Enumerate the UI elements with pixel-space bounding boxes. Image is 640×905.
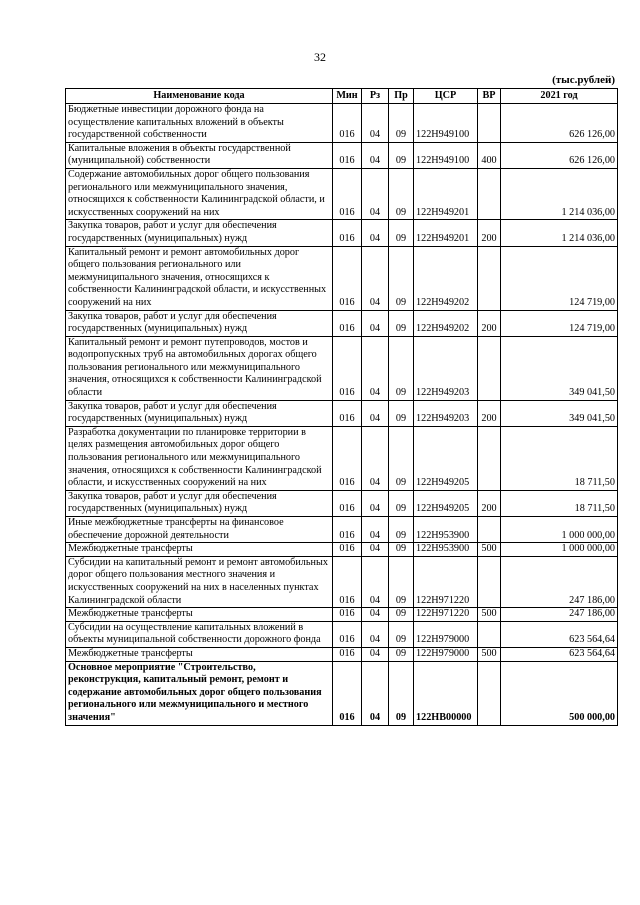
cell-pr: 09: [389, 220, 414, 246]
table-row: [66, 661, 618, 725]
cell-min: 016: [333, 220, 362, 246]
header-year: 2021 год: [501, 89, 618, 104]
cell-amount: 623 564,64: [501, 647, 618, 661]
header-vr: ВР: [478, 89, 501, 104]
cell-pr: 09: [389, 246, 414, 310]
table-row: [66, 621, 618, 647]
cell-vr: 500: [478, 608, 501, 622]
cell-pr: 09: [389, 142, 414, 168]
cell-amount: 247 186,00: [501, 608, 618, 622]
table-row: [66, 517, 618, 543]
table-row: [66, 336, 618, 400]
cell-min: 016: [333, 661, 362, 725]
cell-csr: 122НВ00000: [414, 661, 478, 725]
cell-min: 016: [333, 543, 362, 557]
cell-name: Бюджетные инвестиции дорожного фонда на осуществление капитальных вложений в объекты государственной собственности: [66, 104, 333, 143]
cell-pr: 09: [389, 647, 414, 661]
cell-csr: 122Н949201: [414, 168, 478, 219]
cell-pr: 09: [389, 400, 414, 426]
cell-name: Основное мероприятие "Строительство, реконструкция, капитальный ремонт, ремонт и содержание автомобильных дорог общего пользования регионального или межмуниципального и местного значения": [66, 661, 333, 725]
cell-csr: 122Н971220: [414, 608, 478, 622]
table-row: [66, 400, 618, 426]
cell-min: 016: [333, 426, 362, 490]
budget-table: [65, 88, 618, 726]
cell-name: Закупка товаров, работ и услуг для обеспечения государственных (муниципальных) нужд: [66, 400, 333, 426]
cell-vr: [478, 426, 501, 490]
cell-amount: 18 711,50: [501, 426, 618, 490]
cell-amount: 1 000 000,00: [501, 543, 618, 557]
cell-csr: 122Н953900: [414, 517, 478, 543]
cell-min: 016: [333, 336, 362, 400]
cell-vr: 200: [478, 310, 501, 336]
header-name: Наименование кода: [66, 89, 333, 104]
cell-amount: 626 126,00: [501, 142, 618, 168]
cell-csr: 122Н949202: [414, 246, 478, 310]
cell-pr: 09: [389, 661, 414, 725]
cell-csr: 122Н979000: [414, 621, 478, 647]
cell-name: Субсидии на капитальный ремонт и ремонт автомобильных дорог общего пользования местного значения и искусственных сооружений на них в населенных пунктах Калининградской области: [66, 556, 333, 607]
cell-name: Капитальные вложения в объекты государственной (муниципальной) собственности: [66, 142, 333, 168]
cell-vr: 200: [478, 220, 501, 246]
cell-rz: 04: [362, 426, 389, 490]
cell-vr: 400: [478, 142, 501, 168]
cell-rz: 04: [362, 661, 389, 725]
cell-rz: 04: [362, 647, 389, 661]
cell-name: Капитальный ремонт и ремонт путепроводов, мостов и водопропускных труб на автомобильных дорогах общего пользования регионального или межмуниципального значения, относящихся к собственности Калининградской области: [66, 336, 333, 400]
cell-pr: 09: [389, 556, 414, 607]
table-row: [66, 310, 618, 336]
cell-rz: 04: [362, 543, 389, 557]
cell-rz: 04: [362, 556, 389, 607]
cell-vr: [478, 556, 501, 607]
cell-name: Содержание автомобильных дорог общего пользования регионального или межмуниципального значения, относящихся к собственности Калининградской области, и искусственных сооружений на них: [66, 168, 333, 219]
cell-name: Закупка товаров, работ и услуг для обеспечения государственных (муниципальных) нужд: [66, 220, 333, 246]
table-row: [66, 104, 618, 143]
cell-vr: 500: [478, 543, 501, 557]
cell-rz: 04: [362, 490, 389, 516]
cell-pr: 09: [389, 608, 414, 622]
cell-csr: 122Н949202: [414, 310, 478, 336]
cell-amount: 18 711,50: [501, 490, 618, 516]
table-row: [66, 490, 618, 516]
header-pr: Пр: [389, 89, 414, 104]
cell-amount: 1 214 036,00: [501, 220, 618, 246]
cell-amount: 124 719,00: [501, 246, 618, 310]
cell-csr: 122Н949205: [414, 426, 478, 490]
header-rz: Рз: [362, 89, 389, 104]
cell-pr: 09: [389, 168, 414, 219]
table-row: [66, 543, 618, 557]
cell-name: Межбюджетные трансферты: [66, 647, 333, 661]
cell-csr: 122Н949201: [414, 220, 478, 246]
cell-min: 016: [333, 246, 362, 310]
table-row: [66, 168, 618, 219]
cell-vr: [478, 661, 501, 725]
cell-min: 016: [333, 142, 362, 168]
cell-vr: 200: [478, 490, 501, 516]
cell-vr: [478, 621, 501, 647]
cell-amount: 1 000 000,00: [501, 517, 618, 543]
cell-rz: 04: [362, 142, 389, 168]
cell-vr: [478, 168, 501, 219]
cell-vr: 200: [478, 400, 501, 426]
cell-csr: 122Н949203: [414, 400, 478, 426]
cell-min: 016: [333, 104, 362, 143]
cell-amount: 247 186,00: [501, 556, 618, 607]
cell-rz: 04: [362, 220, 389, 246]
cell-pr: 09: [389, 490, 414, 516]
cell-min: 016: [333, 647, 362, 661]
table-row: [66, 426, 618, 490]
cell-min: 016: [333, 168, 362, 219]
cell-pr: 09: [389, 336, 414, 400]
cell-csr: 122Н953900: [414, 543, 478, 557]
header-min: Мин: [333, 89, 362, 104]
cell-rz: 04: [362, 246, 389, 310]
table-row: [66, 608, 618, 622]
cell-vr: [478, 517, 501, 543]
cell-amount: 349 041,50: [501, 400, 618, 426]
table-header-row: [66, 89, 618, 104]
cell-min: 016: [333, 490, 362, 516]
cell-pr: 09: [389, 104, 414, 143]
table-row: [66, 647, 618, 661]
cell-rz: 04: [362, 310, 389, 336]
cell-csr: 122Н949100: [414, 142, 478, 168]
cell-name: Межбюджетные трансферты: [66, 608, 333, 622]
cell-pr: 09: [389, 517, 414, 543]
cell-rz: 04: [362, 517, 389, 543]
cell-vr: [478, 336, 501, 400]
cell-amount: 626 126,00: [501, 104, 618, 143]
cell-vr: 500: [478, 647, 501, 661]
table-row: [66, 220, 618, 246]
cell-amount: 623 564,64: [501, 621, 618, 647]
table-body: [66, 104, 618, 726]
table-row: [66, 142, 618, 168]
cell-csr: 122Н949205: [414, 490, 478, 516]
header-csr: ЦСР: [414, 89, 478, 104]
cell-name: Закупка товаров, работ и услуг для обеспечения государственных (муниципальных) нужд: [66, 490, 333, 516]
cell-vr: [478, 104, 501, 143]
table-row: [66, 556, 618, 607]
cell-pr: 09: [389, 310, 414, 336]
table-row: [66, 246, 618, 310]
cell-name: Иные межбюджетные трансферты на финансовое обеспечение дорожной деятельности: [66, 517, 333, 543]
cell-pr: 09: [389, 621, 414, 647]
cell-csr: 122Н979000: [414, 647, 478, 661]
cell-pr: 09: [389, 426, 414, 490]
cell-rz: 04: [362, 168, 389, 219]
cell-min: 016: [333, 608, 362, 622]
cell-amount: 1 214 036,00: [501, 168, 618, 219]
cell-amount: 500 000,00: [501, 661, 618, 725]
cell-amount: 124 719,00: [501, 310, 618, 336]
cell-rz: 04: [362, 400, 389, 426]
cell-min: 016: [333, 310, 362, 336]
cell-pr: 09: [389, 543, 414, 557]
cell-name: Разработка документации по планировке территории в целях размещения автомобильных дорог общего пользования регионального или межмуниципального значения, относящихся к собственности Калининградской области, и искусственных сооружений на них: [66, 426, 333, 490]
cell-min: 016: [333, 621, 362, 647]
units-label: (тыс.рублей): [552, 74, 615, 86]
page-number: 32: [314, 50, 326, 64]
cell-min: 016: [333, 517, 362, 543]
cell-rz: 04: [362, 104, 389, 143]
cell-rz: 04: [362, 608, 389, 622]
cell-name: Закупка товаров, работ и услуг для обеспечения государственных (муниципальных) нужд: [66, 310, 333, 336]
cell-rz: 04: [362, 336, 389, 400]
cell-csr: 122Н949100: [414, 104, 478, 143]
cell-amount: 349 041,50: [501, 336, 618, 400]
cell-min: 016: [333, 400, 362, 426]
cell-rz: 04: [362, 621, 389, 647]
cell-min: 016: [333, 556, 362, 607]
cell-name: Межбюджетные трансферты: [66, 543, 333, 557]
cell-vr: [478, 246, 501, 310]
cell-csr: 122Н949203: [414, 336, 478, 400]
cell-name: Субсидии на осуществление капитальных вложений в объекты муниципальной собственности дорожного фонда: [66, 621, 333, 647]
cell-name: Капитальный ремонт и ремонт автомобильных дорог общего пользования регионального или межмуниципального значения, относящихся к собственности Калининградской области, и искусственных сооружений на них: [66, 246, 333, 310]
cell-csr: 122Н971220: [414, 556, 478, 607]
